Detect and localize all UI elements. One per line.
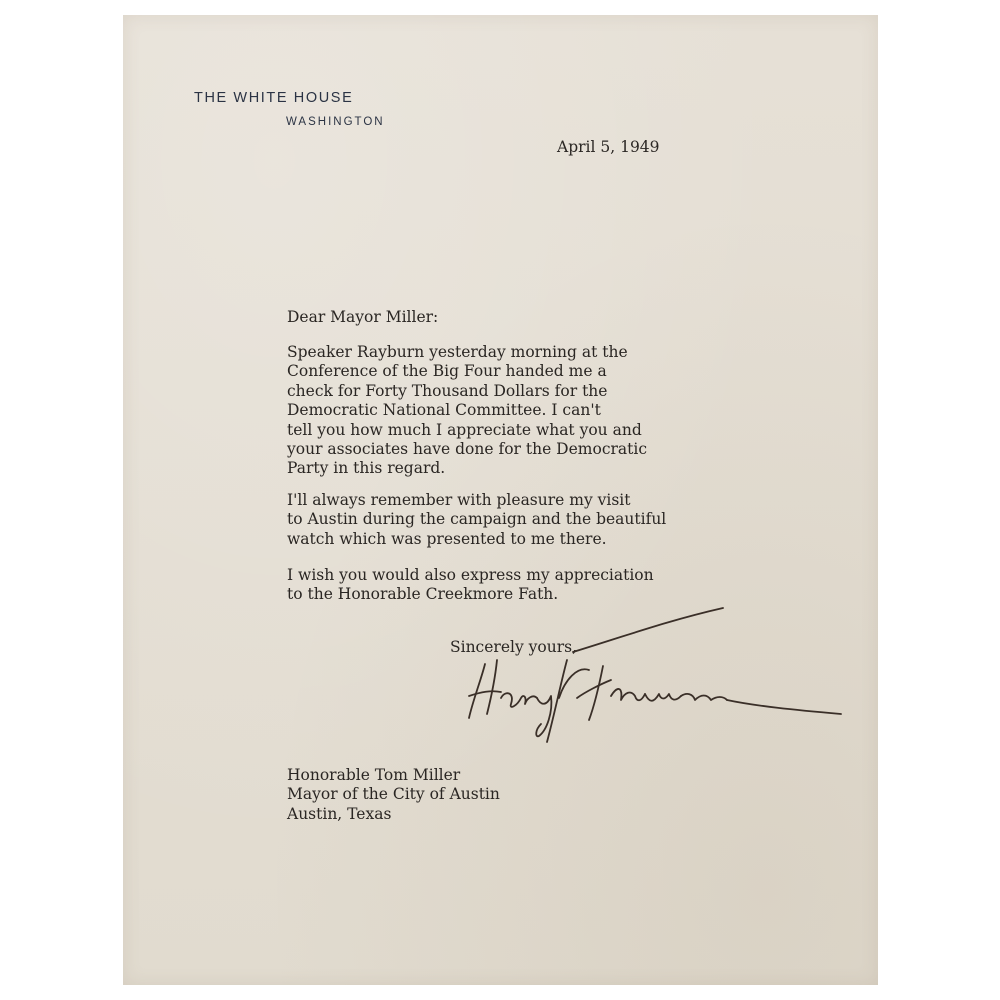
- handwritten-signature: [455, 600, 845, 760]
- body-paragraph-2: [287, 491, 666, 549]
- closing: Sincerely yours,: [450, 638, 577, 656]
- letter-date: April 5, 1949: [557, 138, 660, 156]
- body-line: I wish you would also express my appreciation: [287, 566, 654, 584]
- recipient-title: Mayor of the City of Austin: [287, 785, 500, 804]
- body-line: watch which was presented to me there.: [287, 529, 607, 548]
- salutation: Dear Mayor Miller:: [287, 308, 439, 326]
- body-line: Conference of the Big Four handed me a: [287, 362, 607, 381]
- body-paragraph-1: [287, 343, 647, 479]
- body-line: to Austin during the campaign and the beautiful: [287, 510, 667, 529]
- body-paragraph-3: [287, 566, 654, 605]
- recipient-address: [287, 766, 500, 824]
- body-line: check for Forty Thousand Dollars for the: [287, 381, 608, 400]
- body-line: tell you how much I appreciate what you and: [287, 420, 642, 439]
- letterhead-location: WASHINGTON: [286, 116, 385, 128]
- letterhead-title: THE WHITE HOUSE: [194, 90, 354, 106]
- recipient-city: Austin, Texas: [287, 804, 392, 823]
- body-line: Party in this regard.: [287, 459, 446, 478]
- body-line: Democratic National Committee. I can't: [287, 401, 601, 420]
- recipient-name: Honorable Tom Miller: [287, 766, 461, 784]
- body-line: I'll always remember with pleasure my visit: [287, 491, 631, 509]
- body-line: your associates have done for the Democratic: [287, 440, 648, 459]
- body-line: to the Honorable Creekmore Fath.: [287, 585, 559, 604]
- body-line: Speaker Rayburn yesterday morning at the: [287, 343, 628, 361]
